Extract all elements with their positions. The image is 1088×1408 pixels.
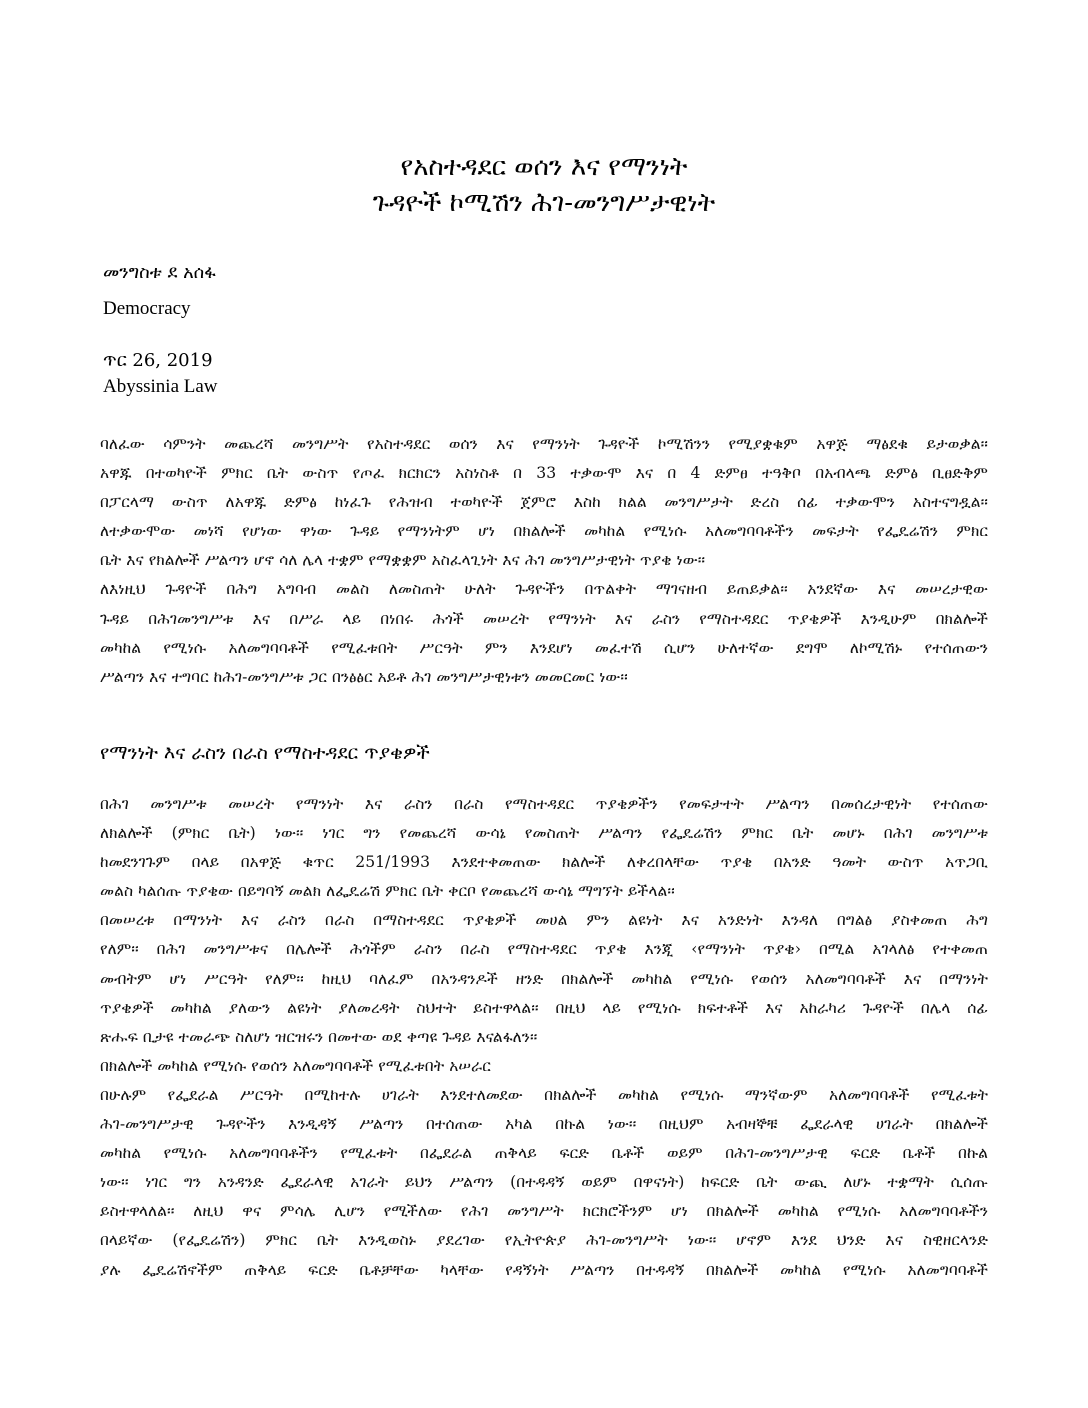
paragraph-line: በላይኛው (የፌዴሬሽን) ምክር ቤት እንዲወስኑ ያደረገው የኢትዮጵያ ሕገ-መንግሥት ነው፡፡ ሆኖም እንደ ህንድ እና ስዊዘርላንድ xyxy=(100,1231,988,1250)
paragraph-line: በሕገ መንግሥቱ መሠረት የማንነት እና ራስን በራስ የማስተዳደር ጥያቄዎችን የመፍታተት ሥልጣን በመሰረታዊነት የተሰጠው xyxy=(100,795,988,813)
paragraph-line: ጉዳይ በሕገመንግሥቱ እና በሥራ ላይ በነበሩ ሕጎች መሠረት የማንነት እና ራስን የማስተዳደር ጥያቄዎች እንዲሁም በክልሎች xyxy=(100,609,988,628)
paragraph-line: መልስ ካልሰጡ ጥያቄው በይግባኝ መልክ ለፌዴሬሽ ምክር ቤት ቀርቦ የመጨረሻ ውሳኔ ማግኘት ይችላል፡፡ xyxy=(100,882,675,901)
author-name: መንግስቱ ደ አሰፋ xyxy=(103,262,216,283)
body-paragraphs xyxy=(100,790,988,1285)
paragraph-line: መካከል የሚነሱ አለመግባባቶች የሚፈቱበት ሥርዓት ምን እንደሆነ መፈተሽ ሲሆን ሁለተኛው ደግሞ ለኮሚሽኑ የተሰጠውን xyxy=(100,638,988,657)
paragraph-line: መካከል የሚነሱ አለመግባባቶችን የሚፈቱት በፌደራል ጠቅላይ ፍርድ ቤቶች ወይም በሕገ-መንግሥታዊ ፍርድ ቤቶች በኩል xyxy=(100,1144,988,1163)
document-title-line-1: የአስተዳደር ወሰን እና የማንነት xyxy=(400,152,688,182)
paragraph-line: ለተቃውሞው መነሻ የሆነው ዋነው ጉዳይ የማንነትም ሆነ በክልሎች መካከል የሚነሱ አለመግባባቶችን መፍታት የፌዴሬሽን ምክር xyxy=(100,522,988,541)
paragraph-line: ይስተዋላለል፡፡ ለዚህ ዋና ምሳሌ ሊሆን የሚችለው የሕገ መንግሥት ክርክሮችንም ሆነ በክልሎች መካከል የሚነሱ አለመግባባቶችን xyxy=(100,1202,988,1221)
paragraph-line: ሥልጣን እና ተግባር ከሕገ-መንግሥቱ ጋር በንፅፅር አይቶ ሕገ መንግሥታዊነቱን መመርመር ነው፡፡ xyxy=(100,667,628,686)
subheading: በክልሎች መካከል የሚነሱ የወሰን አለመግባባቶች የሚፈቱበት አሠራር xyxy=(100,1056,491,1075)
paragraph-line: ከመደንገጉም በላይ በአዋጅ ቁጥር 251/1993 እንደተቀመጠው ክልሎች ለቀረበላቸው ጥያቄ በአንድ ዓመት ውስጥ አጥጋቢ xyxy=(100,853,988,872)
source-label: Abyssinia Law xyxy=(103,376,218,397)
paragraph-line: ባለፈው ሳምንት መጨረሻ መንግሥት የአስተዳደር ወሰን እና የማንነት ጉዳዮች ኮሚሽንን የሚያቋቁም አዋጅ ማፅደቁ ይታወቃል፡፡ xyxy=(100,435,988,453)
paragraph-line: ጥያቄዎች መካከል ያለውን ልዩነት ያለመረዳት ስህተት ይስተዋላል፡፡ በዚህ ላይ የሚነሱ ክፍተቶች እና አከራካሪ ጉዳዮች በሌላ ሰፊ xyxy=(100,998,988,1017)
document-title-line-2: ጉዳዮች ኮሚሽን ሕገ-መንግሥታዊነት xyxy=(372,188,716,218)
publish-date: ጥር 26, 2019 xyxy=(103,350,213,371)
paragraph-line: ለክልሎች (ምክር ቤት) ነው፡፡ ነገር ግን የመጨረሻ ውሳኔ የመስጠት ሥልጣን የፌዴሬሽን ምክር ቤት መሆኑ በሕገ መንግሥቱ xyxy=(100,824,988,843)
paragraph-line: በሁሉም የፌደራል ሥርዓት በሚከተሉ ሀገራት እንደተለመደው በክልሎች መካከል የሚነሱ ማንኛውም አለመግባባቶች የሚፈቱት xyxy=(100,1085,988,1104)
section-heading: የማንነት እና ራስን በራስ የማስተዳደር ጥያቄዎች xyxy=(100,742,430,764)
paragraph-line: በፓርላማ ውስጥ ለአዋጁ ድምፅ ከነፈጉ የሕዝብ ተወካዮች ጀምሮ እስከ ክልል መንግሥታት ድረስ ሰፊ ተቃውሞን አስተናግዷል፡፡ xyxy=(100,493,988,512)
paragraph-line: ለእነዚህ ጉዳዮች በሕግ አግባብ መልስ ለመስጠት ሁለት ጉዳዮችን በጥልቀት ማገናዘብ ይጠይቃል፡፡ አንደኛው እና መሠረታዊው xyxy=(100,580,988,599)
intro-paragraph xyxy=(100,430,988,692)
category-label: Democracy xyxy=(103,298,191,319)
paragraph-line: ያሉ ፌዴሬሽኖችም ጠቅላይ ፍርድ ቤቶቻቸው ካላቸው የዳኝነት ሥልጣን በተዳዳኝ በክልሎች መካከል የሚነሱ አለመግባባቶች xyxy=(100,1260,988,1279)
paragraph-line: የለም፡፡ በሕገ መንግሥቱና በሌሎች ሕጎችም ራስን በራስ የማስተዳደር ጥያቄ እንጂ ‹የማንነት ጥያቄ› በሚል አገላለፅ የተቀመጠ xyxy=(100,940,988,959)
paragraph-line: አዋጁ በተወካዮች ምክር ቤት ውስጥ የጦፈ ክርክርን አስነስቶ በ 33 ተቃውሞ እና በ 4 ድምፀ ተዓቅቦ በአብላጫ ድምፅ ቢፀድቅም xyxy=(100,464,988,483)
paragraph-line: ነው፡፡ ነገር ግን አንዳንድ ፌደራላዊ አገራት ይህን ሥልጣን (በተዳዳኝ ወይም በዋናነት) ከፍርድ ቤት ውጪ ለሆኑ ተቋማት ሲሰጡ xyxy=(100,1173,988,1192)
paragraph-line: ጽሑፍ ቢታዩ ተመራጭ ስለሆነ ዝርዝሩን በመተው ወደ ቀጣዩ ጉዳይ እናልፋለን፡፡ xyxy=(100,1027,538,1046)
paragraph-line: ቤት እና የክልሎች ሥልጣን ሆኖ ሳለ ሌላ ተቋም የማቋቋም አስፈላጊነት እና ሕገ መንግሥታዊነት ጥያቄ ነው፡፡ xyxy=(100,551,706,570)
paragraph-line: መብትም ሆነ ሥርዓት የለም፡፡ ከዚህ ባለፈም በአንዳንዶች ዘንድ በክልሎች መካከል የሚነሱ የወሰን አለመግባባቶች እና በማንነት xyxy=(100,969,988,988)
paragraph-line: ሕገ-መንግሥታዊ ጉዳዮችን እንዲዳኝ ሥልጣን በተሰጠው አካል በኩል ነው፡፡ በዚህም አብዛኞቹ ፌደራላዊ ሀገራት በክልሎች xyxy=(100,1115,988,1134)
paragraph-line: በመሠረቱ በማንነት እና ራስን በራስ በማስተዳደር ጥያቄዎች መሀል ምን ልዩነት እና አንድነት እንዳለ በግልፅ ያስቀመጠ ሕግ xyxy=(100,911,988,930)
